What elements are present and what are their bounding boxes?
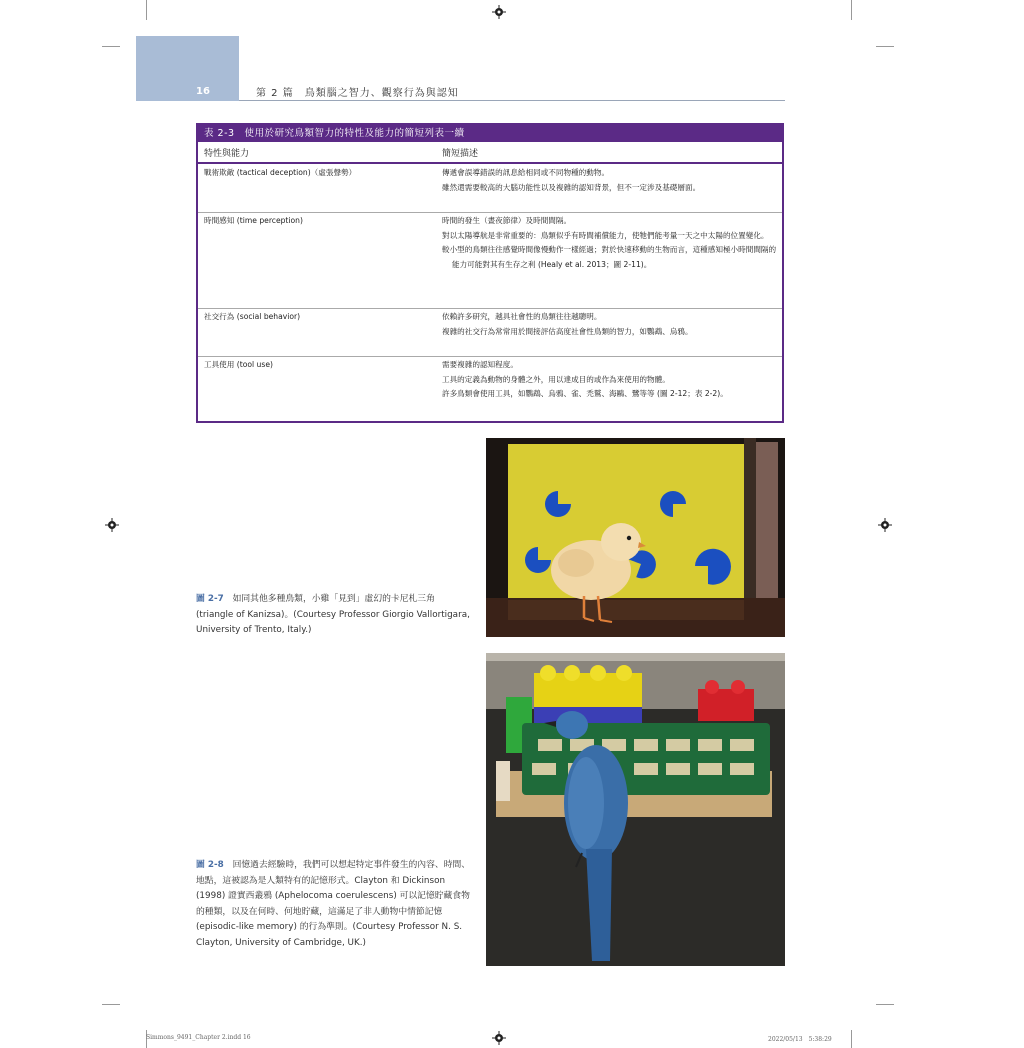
page-number: 16 bbox=[196, 86, 210, 97]
chick-kanizsa-illustration bbox=[486, 438, 785, 637]
figure-2-7-caption bbox=[196, 592, 474, 639]
crop-mark bbox=[146, 0, 147, 20]
description-line: 傳遞會誤導錯誤的訊息給相同或不同物種的動物。 bbox=[442, 168, 610, 177]
registration-mark-icon bbox=[105, 518, 119, 532]
crop-mark bbox=[102, 1004, 120, 1005]
figure-label: 圖 2-8 bbox=[196, 860, 224, 870]
row-divider bbox=[198, 356, 782, 357]
caption-text: 如同其他多種鳥類，小雞「見到」虛幻的卡尼札三角 (triangle of Kanizsa)。(Courtesy Professor Giorgio Vallortigara, University of Trento, Italy.) bbox=[196, 594, 470, 635]
crop-mark bbox=[851, 0, 852, 20]
table-2-3 bbox=[196, 123, 784, 423]
crop-mark bbox=[876, 1004, 894, 1005]
row-trait: 時間感知 (time perception) bbox=[204, 216, 303, 225]
registration-mark-icon bbox=[878, 518, 892, 532]
description-line: 需要複雜的認知程度。 bbox=[442, 360, 518, 369]
table-row bbox=[198, 358, 782, 420]
row-trait: 戰術欺敵 (tactical deception)（虛張聲勢） bbox=[204, 168, 357, 177]
description-line: 工具的定義為動物的身體之外，用以達成目的或作為來使用的物體。 bbox=[442, 374, 670, 384]
description-line: 依賴許多研究，越具社會性的鳥類往往越聰明。 bbox=[442, 312, 602, 321]
scrub-jay-illustration bbox=[486, 653, 785, 966]
figure-scrub-jay-photo bbox=[486, 653, 785, 966]
row-description bbox=[442, 214, 778, 272]
description-line: 時間的發生（晝夜節律）及時間間隔。 bbox=[442, 216, 572, 225]
row-description bbox=[442, 166, 778, 195]
table-row bbox=[198, 214, 782, 306]
header-rule bbox=[239, 100, 785, 101]
column-header-description: 簡短描述 bbox=[442, 149, 479, 159]
description-line: 雖然還需要較高的大腦功能性以及複雜的認知背景，但不一定涉及基礎層面。 bbox=[442, 182, 701, 192]
description-line: 許多鳥類會使用工具，如鸚鵡、烏鴉、雀、禿鷲、海鷗、鷺等等 (圖 2-12；表 2-2)。 bbox=[442, 389, 728, 398]
figure-2-8-caption bbox=[196, 858, 474, 951]
figure-chick-kanizsa-photo bbox=[486, 438, 785, 637]
caption-text: 回憶過去經驗時，我們可以想起特定事件發生的內容、時間、地點，這被認為是人類特有的記憶形式。Clayton 和 Dickinson (1998) 證實西叢鴉 (Aphelocoma coerulescens) 可以記憶貯藏食物的種類，以及在何時、何地貯藏，這滿足了非人動物中情節記憶 (episodic-like memory) 的行為準則。(Courtesy Professor N. S. Clayton, University of Cambridge, UK.) bbox=[196, 860, 471, 948]
footer-timestamp: 2022/05/13 5:38:29 bbox=[768, 1036, 832, 1043]
row-description bbox=[442, 358, 778, 402]
description-line: 較小型的鳥類往往感覺時間像慢動作一樣經過；對於快速移動的生物而言，這種感知極小時間間隔的能力可能對其有生存之利 (Healy et al. 2013；圖 2-11)。 bbox=[442, 245, 777, 269]
table-row bbox=[198, 166, 782, 210]
row-trait: 社交行為 (social behavior) bbox=[204, 312, 301, 321]
footer-file-slug: Simmons_9491_Chapter 2.indd 16 bbox=[146, 1034, 251, 1041]
column-header-trait: 特性與能力 bbox=[204, 149, 250, 159]
description-line: 複雜的社交行為常常用於間接評估高度社會性鳥類的智力，如鸚鵡、烏鴉。 bbox=[442, 326, 693, 336]
table-title: 表 2-3 使用於研究鳥類智力的特性及能力的簡短列表一續 bbox=[198, 125, 782, 142]
row-divider bbox=[198, 212, 782, 213]
figure-label: 圖 2-7 bbox=[196, 594, 224, 604]
crop-mark bbox=[851, 1030, 852, 1048]
registration-mark-icon bbox=[492, 5, 506, 19]
description-line: 對以太陽導航是非常重要的：鳥類似乎有時間補償能力，使牠們能考量一天之中太陽的位置變化。 bbox=[442, 230, 769, 240]
page-number-tab bbox=[136, 36, 239, 101]
crop-mark bbox=[102, 46, 120, 47]
row-divider bbox=[198, 308, 782, 309]
table-header-row bbox=[198, 144, 782, 164]
table-row bbox=[198, 310, 782, 354]
running-head: 第 2 篇 鳥類腦之智力、觀察行為與認知 bbox=[256, 88, 459, 99]
row-description bbox=[442, 310, 778, 339]
row-trait: 工具使用 (tool use) bbox=[204, 360, 273, 369]
crop-mark bbox=[876, 46, 894, 47]
registration-mark-icon bbox=[492, 1031, 506, 1045]
